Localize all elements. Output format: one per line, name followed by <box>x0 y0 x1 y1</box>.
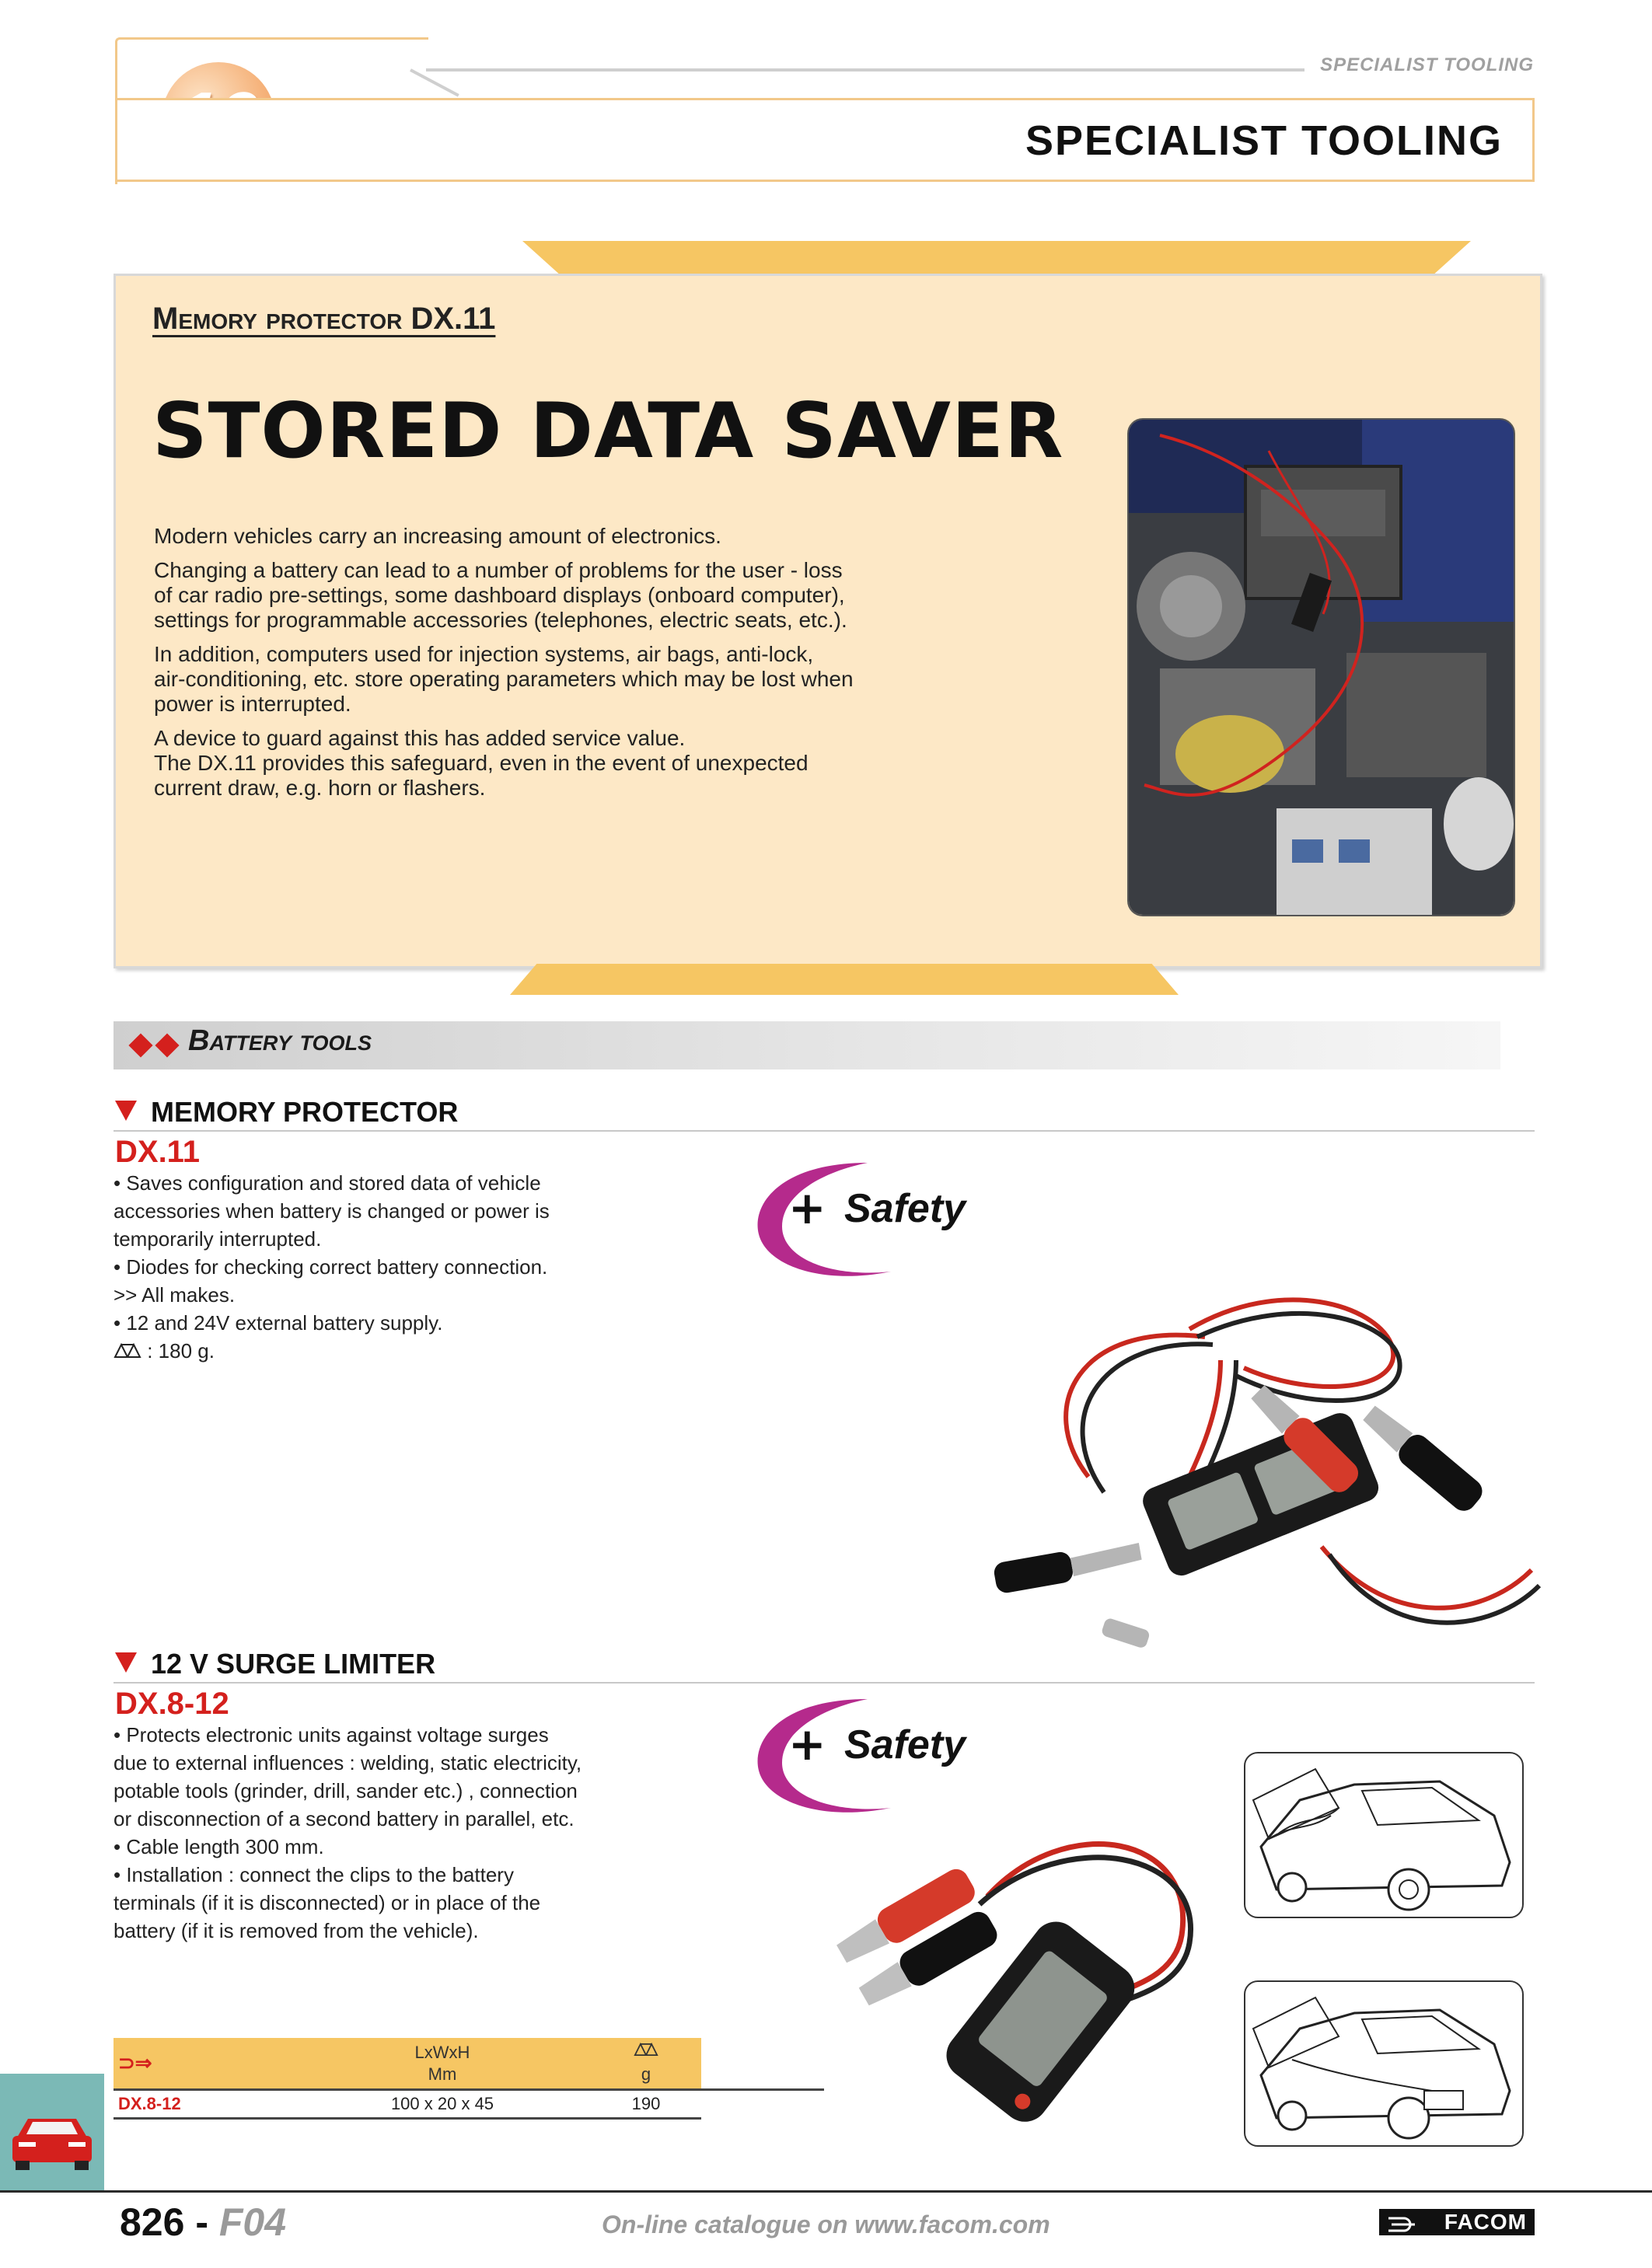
description-line: • Installation : connect the clips to the battery <box>114 1863 514 1886</box>
intro-paragraph: A device to guard against this has added service value. The DX.11 provides this safeguard, even in the event of unexpected current draw, e.g. horn or flashers. <box>154 726 809 800</box>
cell-spacer <box>701 2090 824 2119</box>
section-side-tab <box>0 2074 104 2190</box>
weight-header-unit: g <box>641 2064 651 2084</box>
facom-logo <box>1379 2209 1535 2235</box>
cell-weight: 190 <box>591 2090 701 2119</box>
description-line: • 12 and 24V external battery supply. <box>114 1311 443 1335</box>
section-code: F04 <box>218 2200 287 2244</box>
header-small-title: SPECIALIST TOOLING <box>1320 54 1534 75</box>
table-row <box>114 2090 824 2119</box>
safety-badge-label: Safety <box>844 1186 966 1231</box>
car-installation-diagram <box>1244 1980 1524 2147</box>
car-icon <box>0 2074 104 2190</box>
col-ref-header <box>114 2038 294 2090</box>
description-line: • Diodes for checking correct battery connection. <box>114 1255 548 1279</box>
col-dims-header <box>294 2038 591 2090</box>
dims-header-label: LxWxH <box>414 2042 470 2062</box>
svg-text:+: + <box>788 1718 826 1771</box>
page-number <box>120 2200 286 2245</box>
product-ref: DX.8-12 <box>115 1687 229 1721</box>
svg-text:+: + <box>788 1181 826 1234</box>
description-line: potable tools (grinder, drill, sander etc.) , connection <box>114 1779 578 1802</box>
description-line: battery (if it is removed from the vehicle). <box>114 1919 479 1942</box>
weight-line <box>114 1337 751 1365</box>
footer-rule <box>0 2190 1652 2193</box>
description-line: >> All makes. <box>114 1283 236 1307</box>
page-number-text: 826 - <box>120 2200 208 2244</box>
description-line: or disconnection of a second battery in parallel, etc. <box>114 1807 575 1830</box>
safety-badge <box>751 1693 1000 1817</box>
dx11-product-image <box>987 1290 1547 1656</box>
col-spacer <box>701 2038 824 2090</box>
dx8-12-product-image <box>832 1819 1236 2145</box>
description-line: • Protects electronic units against voltage surges <box>114 1723 549 1746</box>
scale-icon <box>634 2041 658 2058</box>
triangle-down-icon <box>115 1101 137 1121</box>
intro-paragraph: In addition, computers used for injection systems, air bags, anti-lock, air-conditioning, etc. store operating parameters which may be lost when power is interrupted. <box>154 642 854 716</box>
cell-dims: 100 x 20 x 45 <box>294 2090 591 2119</box>
header-rule <box>426 68 1304 72</box>
intro-paragraph: Changing a battery can lead to a number of problems for the user - loss of car radio pre-settings, some dashboard displays (onboard computer), settings for programmable accessories (telephones, electric seats, etc.). <box>154 558 847 632</box>
page-title: SPECIALIST TOOLING <box>1025 117 1503 164</box>
product-ref: DX.11 <box>115 1135 200 1169</box>
dims-header-unit: Mm <box>428 2064 457 2084</box>
weight-text: : 180 g. <box>141 1339 215 1363</box>
col-weight-header <box>591 2038 701 2090</box>
cell-ref: DX.8-12 <box>114 2090 294 2119</box>
scale-icon <box>114 1342 141 1360</box>
safety-badge-label: Safety <box>844 1722 966 1767</box>
reference-arrow-icon: ⊃⇒ <box>118 2050 152 2074</box>
product-rule <box>114 1682 1535 1684</box>
description-line: terminals (if it is disconnected) or in place of the <box>114 1891 541 1914</box>
panel-bottom-band <box>510 964 1179 995</box>
facom-mark-icon <box>1387 2214 1418 2238</box>
intro-heading: STORED DATA SAVER <box>152 387 1064 476</box>
product-description <box>114 1721 782 1945</box>
product-heading: 12 V SURGE LIMITER <box>151 1648 436 1680</box>
description-line: due to external influences : welding, static electricity, <box>114 1751 582 1774</box>
spec-table <box>114 2038 824 2120</box>
facom-logo-text: FACOM <box>1444 2210 1527 2234</box>
product-rule <box>114 1130 1535 1132</box>
section-label: Battery tools <box>188 1024 372 1057</box>
panel-top-band <box>522 241 1471 275</box>
car-installation-diagram <box>1244 1752 1524 1918</box>
product-description <box>114 1169 751 1365</box>
intro-kicker: Memory protector DX.11 <box>152 302 496 336</box>
engine-bay-photo <box>1127 418 1515 916</box>
catalogue-url[interactable]: On-line catalogue on www.facom.com <box>602 2210 1050 2238</box>
safety-badge <box>751 1157 1000 1281</box>
product-heading: MEMORY PROTECTOR <box>151 1096 459 1128</box>
description-line: temporarily interrupted. <box>114 1227 322 1251</box>
description-line: accessories when battery is changed or power is <box>114 1199 550 1223</box>
triangle-down-icon <box>115 1652 137 1673</box>
description-line: • Saves configuration and stored data of vehicle <box>114 1171 541 1195</box>
description-line: • Cable length 300 mm. <box>114 1835 324 1858</box>
table-header-row <box>114 2038 824 2090</box>
intro-text <box>154 524 962 810</box>
intro-paragraph: Modern vehicles carry an increasing amount of electronics. <box>154 524 721 548</box>
